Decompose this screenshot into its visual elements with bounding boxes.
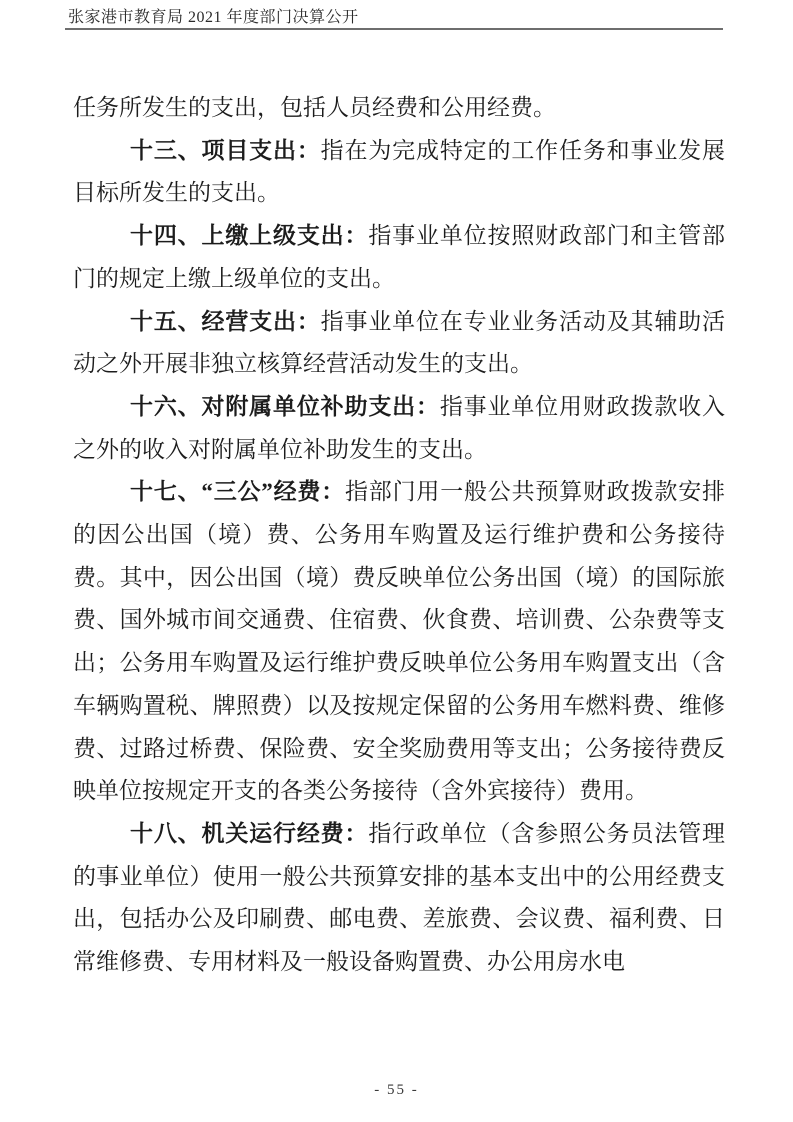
term-definition: 指事业单位在专业业务活动及其辅助活动之外开展非独立核算经营活动发生的支出。 [73, 308, 726, 377]
term-label: 十七、“三公”经费： [130, 479, 345, 505]
term-label: 十八、机关运行经费： [130, 820, 369, 846]
term-definition: 指在为完成特定的工作任务和事业发展目标所发生的支出。 [73, 137, 726, 206]
term-definition: 指部门用一般公共预算财政拨款安排的因公出国（境）费、公务用车购置及运行维护费和公务接待费。其中，因公出国（境）费反映单位公务出国（境）的国际旅费、国外城市间交通费、住宿费、伙食费、培训费、公杂费等支出；公务用车购置及运行维护费反映单位公务用车购置支出（含车辆购置税、牌照费）以及按规定保留的公务用车燃料费、维修费、过路过桥费、保险费、安全奖励费用等支出；公务接待费反映单位按规定开支的各类公务接待（含外宾接待）费用。 [73, 479, 726, 804]
term-definition: 任务所发生的支出，包括人员经费和公用经费。 [73, 95, 556, 120]
term-label: 十五、经营支出： [130, 308, 321, 334]
paragraph-item-16 [73, 386, 725, 471]
term-definition: 指事业单位用财政拨款收入之外的收入对附属单位补助发生的支出。 [73, 393, 726, 462]
paragraph-item-17 [73, 471, 725, 813]
term-label: 十三、项目支出： [130, 137, 321, 163]
paragraph-continuation [73, 87, 725, 130]
page-number: - 55 - [374, 1082, 419, 1098]
term-label: 十六、对附属单位补助支出： [130, 393, 440, 419]
document-body [73, 87, 725, 984]
paragraph-item-13 [73, 130, 725, 215]
term-label: 十四、上缴上级支出： [130, 223, 369, 249]
term-definition: 指事业单位按照财政部门和主管部门的规定上缴上级单位的支出。 [73, 223, 726, 291]
paragraph-item-15 [73, 301, 725, 386]
paragraph-item-14 [73, 215, 725, 300]
term-definition: 指行政单位（含参照公务员法管理的事业单位）使用一般公共预算安排的基本支出中的公用经费支出，包括办公及印刷费、邮电费、差旅费、会议费、福利费、日常维修费、专用材料及一般设备购置费、办公用房水电 [73, 820, 726, 975]
header-divider [65, 28, 723, 30]
page-header-title: 张家港市教育局 2021 年度部门决算公开 [68, 9, 359, 26]
paragraph-item-18 [73, 813, 725, 984]
